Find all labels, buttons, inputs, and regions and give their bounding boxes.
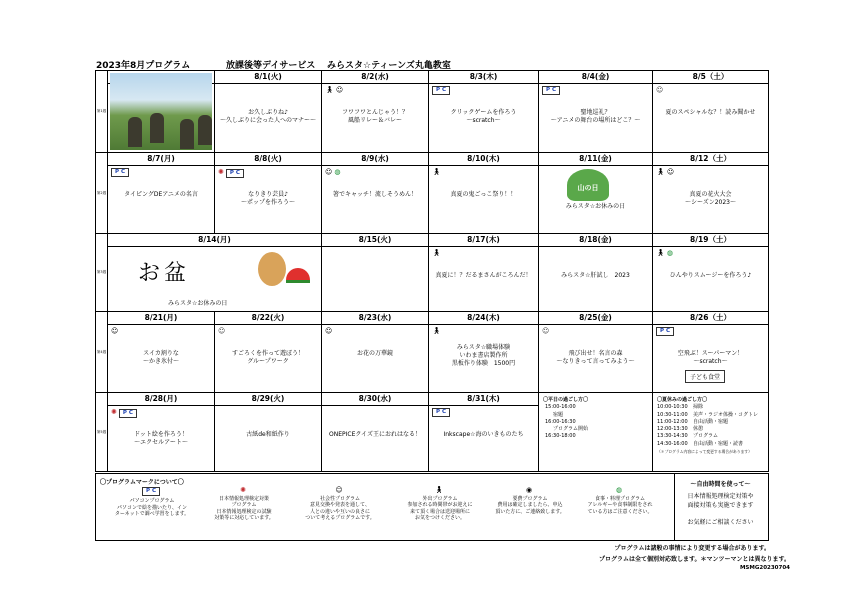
day-date: 8/15(火) [322,234,428,247]
legend-item [482,487,578,515]
day-cell [108,71,215,153]
day-date: 8/25(金) [539,312,652,325]
day-date: 8/26（土） [653,312,768,325]
legend-text: 日本情報処理検定対策 プログラム 日本情報処理検定の試験 対策等に対応しています。 [214,495,274,521]
day-event: 夏のスペシャルな？！読み聞かせ [665,109,756,116]
walking-person-icon: 🚶︎ [432,327,441,335]
walking-person-icon: 🚶︎ [434,486,444,494]
summer-schedule-row [657,433,764,440]
day-event: ONEPICEクイズ王におれはなる！ [328,431,421,438]
day-cell [215,393,322,472]
day-date: 8/4(金) [539,71,652,84]
footer-note-2: プログラムは全て個別対応致します。＊マンツーマンとは異なります。 [599,556,790,563]
legend-text: 食事・料理プログラム アレルギーや食事制限をされ ている方はご注意ください。 [587,495,653,515]
day-date: 8/3(木) [429,71,538,84]
day-marks [432,249,443,258]
group-icon: ☺ [656,86,664,94]
cooking-icon: ◍ [666,249,673,257]
summer-schedule-row [657,412,764,419]
weekday-schedule-row: 15:00-16:00 [545,404,576,411]
kanji-test-icon: ✺ [111,408,117,416]
day-date: 8/23(水) [322,312,428,325]
mountain-day-label: 山の日 [577,184,599,192]
day-date: 8/29(火) [215,393,321,406]
week-row [96,312,769,393]
day-cell [322,153,429,234]
obon-event: みらスタ☆お休みの日 [168,300,228,307]
day-cell [539,312,653,393]
day-date: 8/30(水) [322,393,428,406]
day-date: 8/17(木) [429,234,538,247]
walking-person-icon: 🚶︎ [432,168,441,176]
summer-schedule-activity: 美声・ラジオ体操・コグトレ [693,411,759,418]
day-cell [215,153,322,234]
social-icon: ☺ [666,168,675,176]
day-marks [111,168,131,177]
day-marks [432,168,443,177]
day-cell [539,153,653,234]
pc-program-icon: P C [432,86,450,95]
day-date: 8/24(木) [429,312,538,325]
day-event: お花の万華鏡 [356,350,393,357]
pc-program-icon: P C [142,487,160,496]
day-event: ひんやりスムージーを作ろう♪ [669,272,752,279]
day-date: 8/14(月) [108,234,321,247]
weekday-schedule-row: 16:30-18:00 [545,433,576,440]
freetime-line: 日本情報処理検定対策や [687,493,754,500]
week-label: 第4週 [96,312,108,393]
weekday-schedule-cell [539,393,653,472]
day-date: 8/9(水) [322,153,428,166]
person-figure [198,115,212,145]
freetime-line: お気軽にご相談ください [687,519,754,526]
legend-item [572,487,668,515]
day-cell [108,153,215,234]
summer-schedule-time: 10:30-11:00 [657,411,688,418]
day-cell [653,312,769,393]
day-event: フワフワとんじゃう！？ 風船リレー＆バレー [341,109,408,124]
day-marks [432,327,443,336]
cooking-icon: ◍ [334,168,341,176]
day-event: Inkscape☆海のいきものたち [443,431,524,438]
walking-person-icon: 🚶︎ [432,249,441,257]
summer-schedule-cell [653,393,769,472]
day-marks [325,86,345,95]
pc-program-icon: P C [119,409,137,418]
day-marks [542,327,551,336]
service-name: 放課後等デイサービス [226,61,316,71]
day-marks [325,327,334,336]
legend-text: 要費プログラム 費用は確定しましたら、申込 頂いた方に、ご連絡致します。 [495,495,565,515]
week-row [96,71,769,153]
day-marks [656,249,675,258]
day-cell [322,234,429,312]
day-marks [325,168,342,177]
group-photo [110,73,212,150]
summer-schedule-title: 〇夏休みの過ごし方〇 [657,397,708,403]
program-title: 2023年8月プログラム [96,61,191,71]
program-mark-legend [95,473,675,541]
pc-program-icon: P C [111,168,129,177]
freetime-box [673,473,769,541]
day-date: 8/2(水) [322,71,428,84]
summer-schedule-activity: プログラム [693,433,718,440]
calendar-table [95,70,769,472]
day-event: 古紙de和紙作り [246,431,290,438]
day-date: 8/5（土） [653,71,768,84]
summer-schedule-time: 10:00-10:30 [657,404,688,411]
day-marks [656,86,665,95]
day-event: 真夏の鬼ごっこ祭り！！ [450,191,517,198]
day-marks [111,327,120,336]
kids-cafeteria-badge: 子ども食堂 [685,370,725,383]
week-row [96,234,769,312]
document-code: MSMG20230704 [739,565,790,571]
day-event: クリックゲームを作ろう ～scratch～ [450,109,517,124]
person-figure [128,117,142,147]
day-marks [656,327,676,336]
day-event: 空飛ぶ！スーパーマン！ ～scratch～ [677,350,744,365]
legend-text: 社会性プログラム 意見交換や発表を通して、 人との違いや互いの良さに ついて考えるプログラムです。 [305,495,375,521]
week-label: 第3週 [96,234,108,312]
freetime-title: ～自由時間を使って～ [690,481,751,488]
legend-text: パソコンプログラム パソコンで絵を描いたり、イン ターネットで調べ学習をします。 [114,498,190,517]
day-event: ドット絵を作ろう！ ～エクセルアート～ [134,431,188,446]
day-cell [429,153,539,234]
legend-item [196,487,292,522]
cooking-icon: ◍ [615,486,623,494]
day-marks [218,327,227,336]
day-event: みらスタ☆お休みの日 [565,203,626,210]
day-event: みらスタ☆職場体験 いわま書店製作所 黒板作り体験 1500円 [451,344,516,367]
social-icon: ☺ [335,86,344,94]
weekday-schedule-title: 〇平日の過ごし方〇 [543,397,589,403]
day-event: 箸でキャッチ！流しそうめん！ [332,191,417,198]
kanji-test-icon: ✺ [218,168,224,176]
summer-schedule-activity: 掃除 [693,404,704,411]
day-event: お久しぶりね♪ ～久しぶりに会った人へのマナー～ [219,109,316,124]
day-date: 8/7(月) [108,153,214,166]
day-date: 8/19（土） [653,234,768,247]
legend-item [104,487,200,518]
pc-program-icon: P C [432,408,450,417]
pc-program-icon: P C [656,327,674,336]
day-cell [539,71,653,153]
day-date: 8/12（土） [653,153,768,166]
weekday-schedule-row: プログラム開始 [553,426,588,433]
week-label: 第5週 [96,393,108,472]
day-event: スイカ割りな ～かき氷付～ [142,350,179,365]
summer-schedule-activity: 自由活動・宿題 [693,418,729,425]
legend-item [292,487,388,522]
freetime-line: 面接対策も実施できます [687,502,754,509]
summer-schedule-time: 14:30-16:00 [657,440,688,447]
summer-schedule-activity: 休憩 [693,426,704,433]
mountain-day-badge [567,169,609,201]
day-event: 聖地巡礼？ ～アニメの舞台の場所はどこ？～ [550,109,641,124]
week-row [96,393,769,472]
day-date: 8/21(月) [108,312,214,325]
group-icon: ☺ [542,327,550,335]
week-label: 第1週 [96,71,108,153]
schedule-note: （＊プログラム内容によって変更する場合があります） [657,449,752,455]
day-cell [429,312,539,393]
summer-schedule-time: 12:00-13:30 [657,426,688,433]
summer-schedule-time: 11:00-12:00 [657,418,688,425]
money-bag-icon: ◉ [525,486,533,494]
day-date: 8/10(木) [429,153,538,166]
day-cell [108,312,215,393]
day-cell [429,393,539,472]
day-cell [539,234,653,312]
social-icon: ☺ [111,327,119,335]
day-date: 8/1(火) [215,71,321,84]
walking-person-icon: 🚶︎ [656,168,665,176]
day-marks [111,408,139,418]
pc-program-icon: P C [542,86,560,95]
day-marks [218,168,246,178]
summer-schedule-activity: 自由活動・宿題・読書 [693,440,744,447]
day-cell [322,312,429,393]
kanji-test-icon: ✺ [240,486,246,494]
walking-person-icon: 🚶︎ [325,86,334,94]
person-figure [180,119,194,149]
day-cell [429,234,539,312]
social-icon: ☺ [325,168,333,176]
bear-illustration [258,252,286,286]
day-cell [108,234,322,312]
group-icon: ☺ [218,327,226,335]
day-cell [215,71,322,153]
day-event: 真夏の花火大会 ～シーズン2023～ [685,191,736,206]
day-marks [656,168,676,177]
facility-name: みらスタ☆ティーンズ丸亀教室 [327,61,451,71]
day-cell [653,71,769,153]
day-cell [653,153,769,234]
weekday-schedule-row: 宿題 [553,411,564,418]
day-event: 飛び出せ！名言の森 ～なりきって言ってみよう～ [556,350,635,365]
person-figure [150,113,164,143]
week-row [96,153,769,234]
walking-person-icon: 🚶︎ [656,249,665,257]
day-cell [322,71,429,153]
watermelon-illustration [286,268,310,283]
summer-schedule-time: 13:30-14:30 [657,433,688,440]
day-date: 8/28(月) [108,393,214,406]
summer-schedule-row [657,419,764,426]
day-date: 8/31(木) [429,393,538,406]
day-cell [322,393,429,472]
day-date: 8/22(火) [215,312,321,325]
freetime-line [673,510,768,518]
day-date: 8/18(金) [539,234,652,247]
day-event: 真夏に！？だるまさんがころんだ！ [435,272,532,279]
legend-title: 〇プログラムマークについて〇 [100,479,184,486]
day-cell [215,312,322,393]
day-event: なりきり芸員♪ ～ポップを作ろう～ [240,191,295,206]
day-date: 8/11(金) [539,153,652,166]
week-label: 第2週 [96,153,108,234]
legend-item [392,487,488,522]
day-event: みらスタ☆肝試し 2023 [561,272,630,279]
footer-note-1: プログラムは諸般の事情により変更する場合があります。 [614,545,770,552]
summer-schedule-row [657,404,764,411]
day-event: タイピングDEアニメの名言 [124,191,198,198]
obon-title: お盆 [138,261,191,286]
day-date: 8/8(火) [215,153,321,166]
social-icon: ☺ [335,486,343,494]
day-marks [542,86,562,95]
day-cell [653,234,769,312]
pc-program-icon: P C [226,169,244,178]
day-cell [108,393,215,472]
day-marks [432,408,452,417]
social-icon: ☺ [325,327,333,335]
legend-text: 外出プログラム 参加される時間帯がお迎えに 来て頂く場合は送迎場所に お気をつけください。 [407,495,473,521]
day-event: すごろくを作って遊ぼう！ グループワーク [231,350,304,365]
weekday-schedule-row: 16:00-16:30 [545,418,576,425]
day-marks [432,86,452,95]
day-cell [429,71,539,153]
summer-schedule-row [657,441,764,448]
